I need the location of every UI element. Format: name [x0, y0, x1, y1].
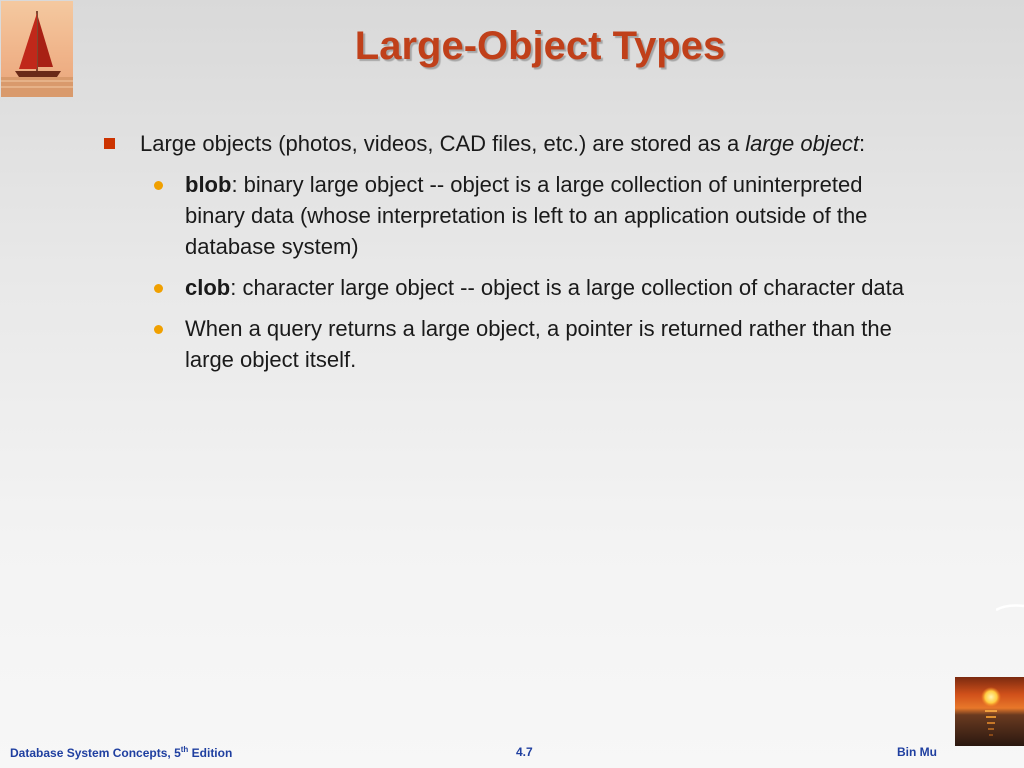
- footer-page-number: 4.7: [516, 745, 533, 759]
- sub-bullet-item: [103, 272, 923, 303]
- footer-edition-superscript: th: [180, 745, 189, 754]
- round-bullet-icon: [154, 284, 163, 293]
- footer-book-title: [10, 745, 232, 760]
- round-bullet-icon: [154, 325, 163, 334]
- bullet-italic-term: large object: [745, 131, 860, 156]
- sub-bullet-item: [103, 313, 923, 375]
- footer-edition-text: Edition: [188, 746, 233, 760]
- sunset-image: [955, 677, 1024, 746]
- slide-body: [103, 128, 923, 375]
- sub-bullet-text: : binary large object -- object is a large collection of uninterpreted binary data (whose interpretation is left to an application outside of the database system): [185, 172, 868, 259]
- sub-bullet-text: When a query returns a large object, a pointer is returned rather than the large object itself.: [185, 316, 892, 372]
- bullet-text-suffix: :: [859, 131, 866, 156]
- bullet-text: Large objects (photos, videos, CAD files, etc.) are stored as a: [140, 131, 746, 156]
- footer-book-text: Database System Concepts, 5: [10, 746, 181, 760]
- square-bullet-icon: [104, 138, 115, 149]
- bullet-item: [103, 128, 923, 159]
- sub-bullet-item: [103, 169, 923, 262]
- slide-title: Large-Object Types: [354, 24, 726, 68]
- wave-decoration-icon: [996, 604, 1024, 612]
- round-bullet-icon: [154, 181, 163, 190]
- sub-bullet-text: : character large object -- object is a large collection of character data: [230, 275, 905, 300]
- footer-author: Bin Mu: [897, 745, 937, 759]
- sub-bullet-term: blob: [185, 172, 232, 197]
- sub-bullet-term: clob: [185, 275, 231, 300]
